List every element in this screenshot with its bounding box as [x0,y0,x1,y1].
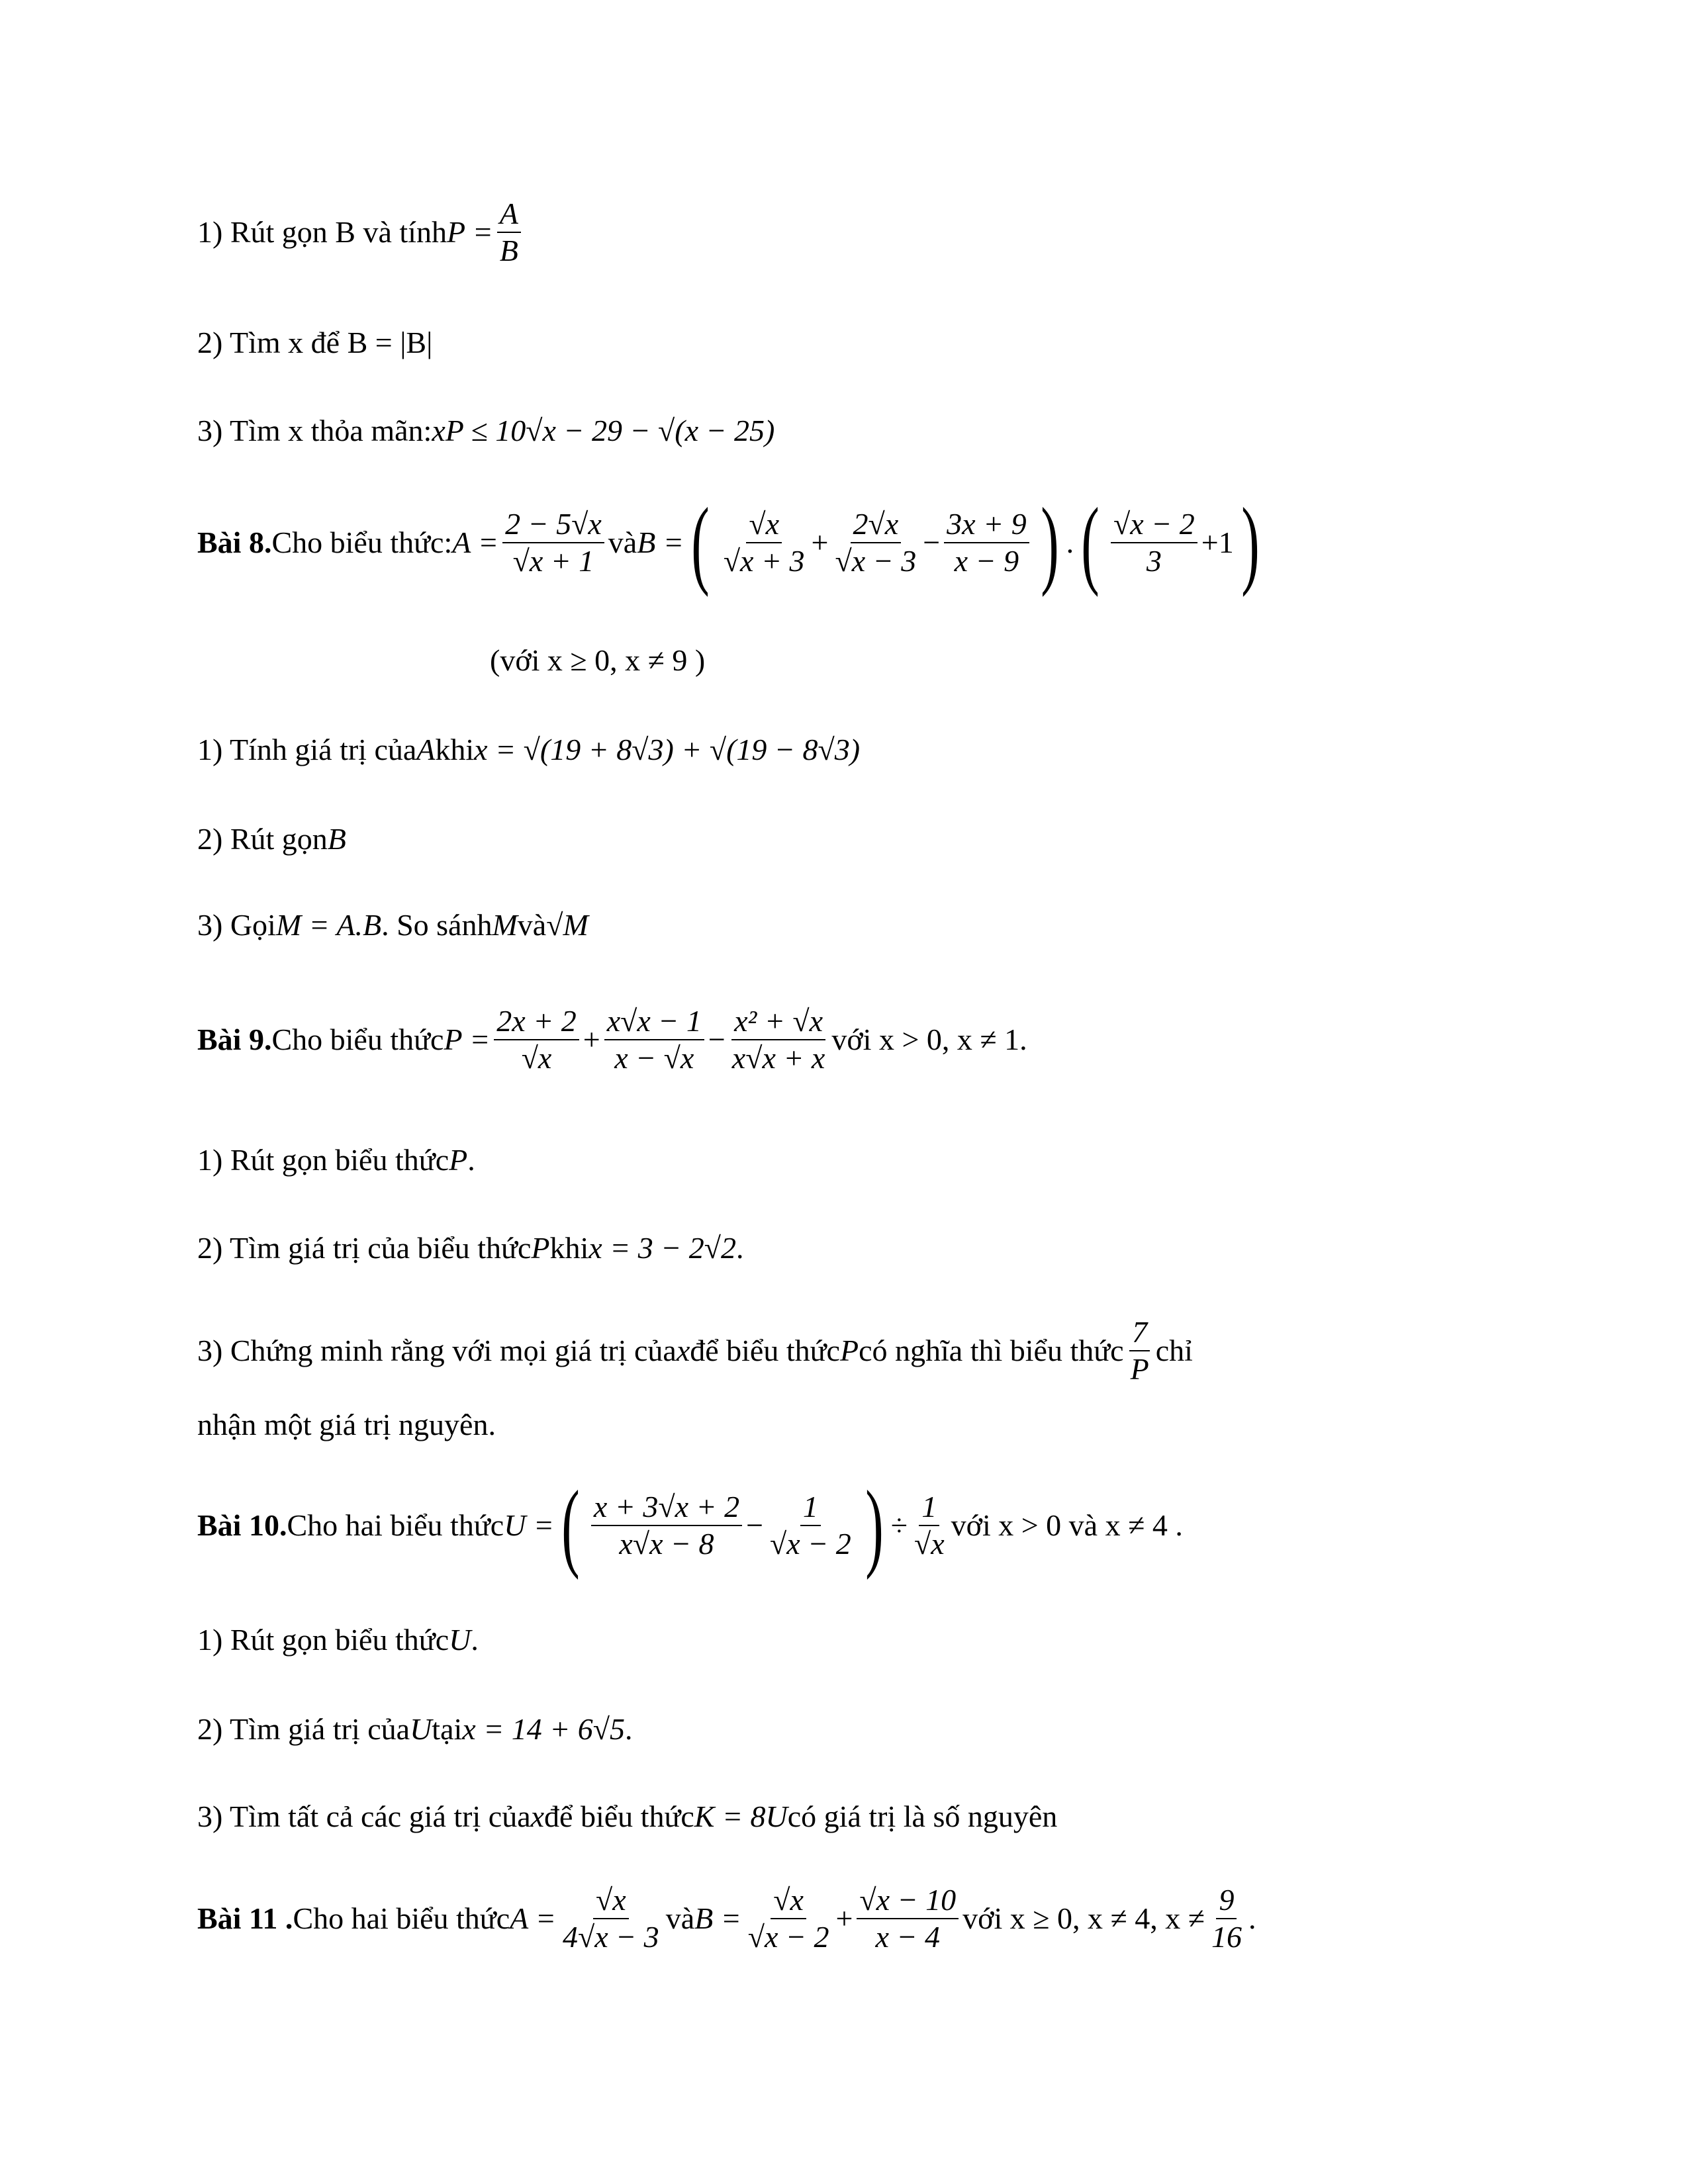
text: 1) Rút gọn biểu thức [197,1623,449,1657]
and-word: và [665,1901,695,1935]
exercise-label: Bài 11 . [197,1901,293,1935]
variable: A [416,733,436,766]
variable: x [530,1799,545,1833]
b10-question-1 [197,1625,479,1655]
numerator: √x [593,1885,629,1919]
a-fraction [502,509,604,576]
minus: − [708,1023,726,1056]
b8-question-2 [197,824,346,854]
text: (với x ≥ 0, x ≠ 9 ) [490,643,706,677]
text: có nghĩa thì biểu thức [859,1334,1124,1367]
text: 1) Tính giá trị của [197,733,417,766]
text: Cho biểu thức: [271,525,453,559]
lhs: P = [444,1023,491,1056]
text: . [467,1143,475,1177]
exercise-label: Bài 8. [197,525,272,559]
formula: x = 14 + 6√5 [462,1712,626,1746]
text: 3) Gọi [197,908,276,942]
text: 3) Tìm x thỏa mãn: [197,414,432,447]
close-paren: ) [865,1471,884,1580]
text: khi [435,733,475,766]
denominator: x − √x [614,1041,694,1075]
b-fraction-1 [745,1885,832,1952]
fraction-1 [494,1006,579,1073]
numerator: x² + √x [731,1006,825,1040]
variable: U [410,1712,432,1746]
text: 2) Tìm giá trị của [197,1712,410,1746]
denominator: √x + 3 [723,544,805,578]
b10-question-3 [197,1801,1057,1832]
open-paren-2: ( [1081,488,1100,598]
plus-one: +1 [1201,525,1234,559]
variable: B [327,822,346,856]
denominator: P [1130,1352,1149,1386]
denominator: x√x − 8 [619,1527,714,1561]
text: để biểu thức [690,1334,840,1367]
b7-question-1 [197,199,525,266]
dot: . [1066,525,1074,559]
b-lhs: B = [694,1901,741,1935]
denominator: 16 [1211,1920,1242,1954]
fraction [497,199,521,266]
exercise-label: Bài 9. [197,1023,272,1056]
fraction-1 [591,1492,742,1559]
b9-question-3-cont [197,1410,496,1440]
b11-title [197,1885,1256,1952]
condition: với x ≥ 0, x ≠ 4, x ≠ [962,1901,1205,1935]
b-lhs: B = [637,525,684,559]
text: 2) Tìm x để B = |B| [197,326,433,359]
b-fraction-4 [1111,509,1197,576]
numerator: √x − 2 [1111,509,1197,543]
numerator: 2√x [851,509,902,543]
close-paren-2: ) [1241,488,1260,598]
numerator: √x [771,1885,806,1919]
numerator: 1 [919,1492,939,1526]
divide: ÷ [890,1508,908,1542]
b8-title [197,488,1267,598]
text: 3) Chứng minh rằng với mọi giá trị của [197,1334,677,1367]
numerator: 2x + 2 [494,1006,579,1040]
fraction-3 [729,1006,828,1073]
text: và [517,908,547,942]
formula: x = √(19 + 8√3) + √(19 − 8√3) [474,733,861,766]
fraction-2 [767,1492,854,1559]
numerator: 3x + 9 [944,509,1029,543]
b7-question-2 [197,328,432,358]
condition: với x > 0 và x ≠ 4 . [951,1508,1183,1542]
numerator: 9 [1216,1885,1237,1919]
numerator: x + 3√x + 2 [591,1492,742,1526]
text: . [736,1231,744,1265]
b8-question-1 [197,735,860,765]
denominator: 4√x − 3 [562,1920,659,1954]
b10-question-2 [197,1714,633,1745]
text: 1) Rút gọn B và tính [197,215,447,249]
b8-condition [490,645,705,676]
text: nhận một giá trị nguyên. [197,1408,496,1441]
text: chỉ [1155,1334,1193,1367]
denominator: √x [521,1041,552,1075]
formula: K = 8U [694,1799,788,1833]
period: . [1248,1901,1256,1935]
text: tại [432,1712,463,1746]
numerator: √x [746,509,782,543]
minus: − [746,1508,764,1542]
numerator: 7 [1129,1317,1150,1351]
text: 2) Tìm giá trị của biểu thức [197,1231,532,1265]
fraction-7-p [1128,1317,1152,1385]
minus: − [923,525,941,559]
b8-question-3 [197,910,588,940]
text: 1) Rút gọn biểu thức [197,1143,449,1177]
variable-x: x [676,1334,690,1367]
b-fraction-2 [832,509,919,576]
text: . [625,1712,633,1746]
numerator: x√x − 1 [604,1006,704,1040]
denominator: √x − 2 [747,1920,829,1954]
plus: + [835,1901,853,1935]
condition-fraction [1209,1885,1244,1952]
text: Cho hai biểu thức [287,1508,504,1542]
a-lhs: A = [510,1901,556,1935]
variable-p: P [839,1334,859,1367]
b7-question-3 [197,416,774,446]
formula: x = 3 − 2√2 [588,1231,737,1265]
b10-title [197,1471,1183,1580]
condition: với x > 0, x ≠ 1. [831,1023,1027,1056]
denominator: √x − 3 [835,544,917,578]
b9-question-3 [197,1317,1193,1385]
close-paren: ) [1040,488,1059,598]
variable: P [531,1231,550,1265]
formula: √M [546,908,588,942]
plus: + [583,1023,600,1056]
formula: M = A.B [275,908,382,942]
text: . [471,1623,479,1657]
and-word: và [608,525,637,559]
b-fraction-2 [857,1885,959,1952]
text: 3) Tìm tất cả các giá trị của [197,1799,531,1833]
formula: xP ≤ 10√x − 29 − √(x − 25) [432,414,775,447]
open-paren: ( [691,488,710,598]
text: khi [549,1231,589,1265]
b9-question-2 [197,1233,744,1263]
numerator: 1 [800,1492,821,1526]
denominator: x − 9 [954,544,1019,578]
text: 2) Rút gọn [197,822,328,856]
denominator: √x − 2 [770,1527,851,1561]
a-fraction [560,1885,662,1952]
variable: P [449,1143,468,1177]
text: . So sánh [381,908,492,942]
formula-p [447,199,525,266]
b9-title [197,1006,1027,1073]
denominator: √x + 1 [512,544,594,578]
b9-question-1 [197,1145,475,1175]
fraction-2 [604,1006,704,1073]
numerator: A [497,199,521,233]
text: Cho biểu thức [271,1023,444,1056]
denominator: x − 4 [875,1920,941,1954]
lhs: P = [446,215,493,249]
b-fraction-1 [721,509,808,576]
denominator: x√x + x [731,1041,825,1075]
denominator: √x [914,1527,945,1561]
exercise-label: Bài 10. [197,1508,287,1542]
plus: + [811,525,829,559]
text: để biểu thức [544,1799,694,1833]
text: có giá trị là số nguyên [787,1799,1058,1833]
numerator: 2 − 5√x [502,509,604,543]
numerator: √x − 10 [857,1885,959,1919]
text: Cho hai biểu thức [293,1901,510,1935]
b-fraction-3 [944,509,1029,576]
denominator: B [499,234,518,267]
lhs: U = [504,1508,554,1542]
a-lhs: A = [452,525,499,559]
variable: U [449,1623,471,1657]
open-paren: ( [561,1471,580,1580]
variable: M [492,908,518,942]
denominator: 3 [1146,544,1162,578]
fraction-3 [912,1492,947,1559]
